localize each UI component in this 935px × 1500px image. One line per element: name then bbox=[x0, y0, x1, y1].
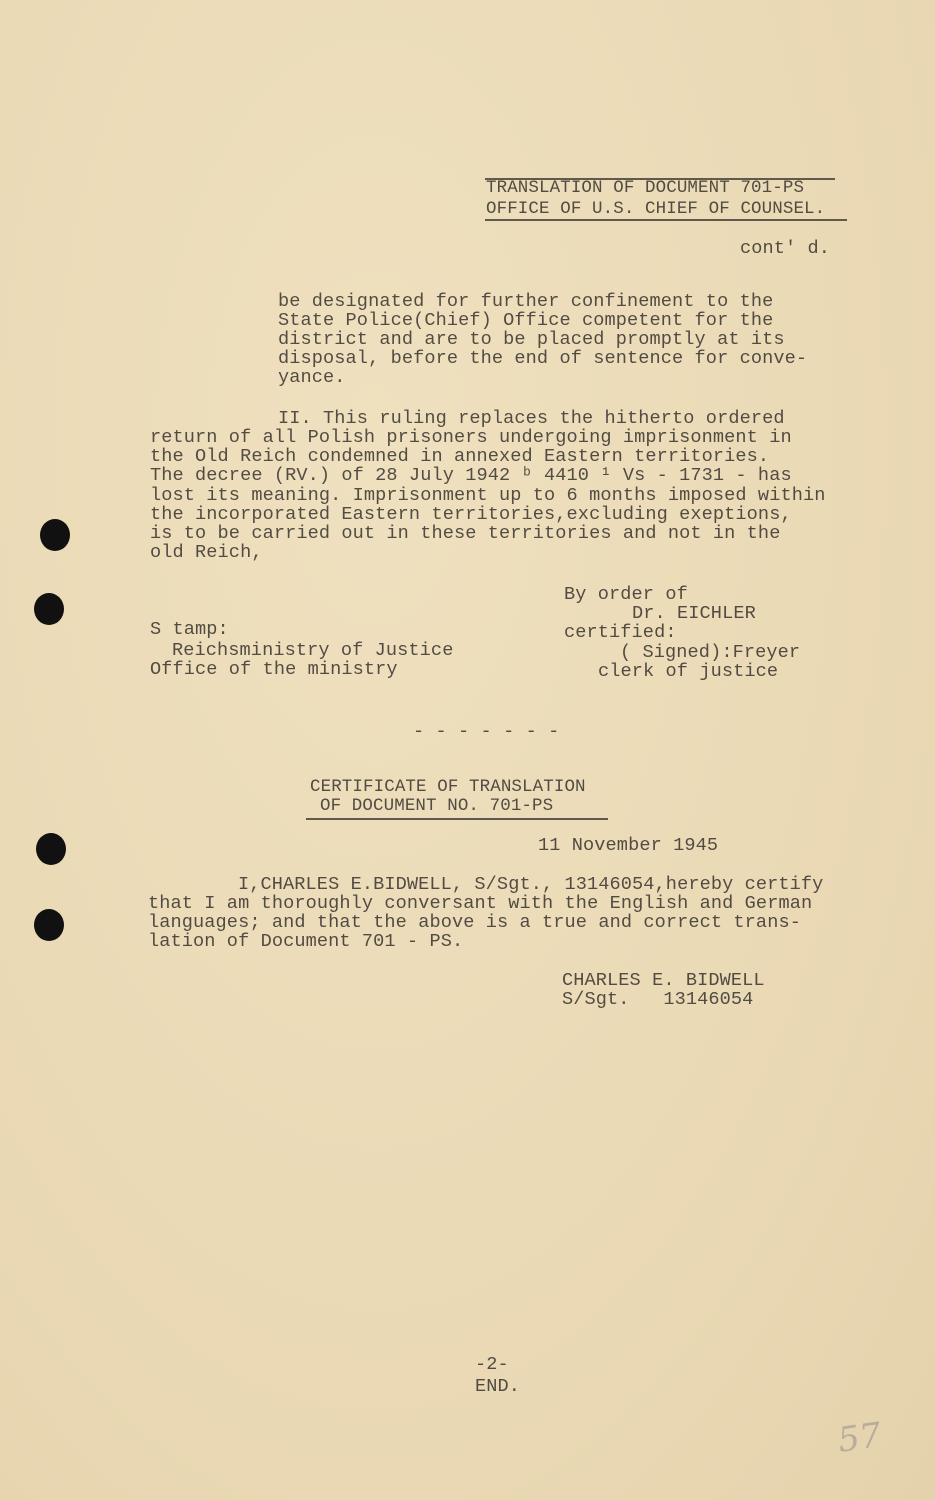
clerk-line: clerk of justice bbox=[598, 661, 779, 682]
certificate-title: CERTIFICATE OF TRANSLATION bbox=[310, 777, 586, 797]
paragraph2-line: lost its meaning. Imprisonment up to 6 months imposed within bbox=[150, 485, 826, 506]
paragraph2-line: is to be carried out in these territories and not in the bbox=[150, 523, 781, 544]
stamp-ministry: Reichsministry of Justice bbox=[172, 640, 454, 661]
paragraph1-line: yance. bbox=[278, 367, 346, 388]
signed-line: ( Signed):Freyer bbox=[620, 642, 801, 663]
certificate-body-line: languages; and that the above is a true and correct trans- bbox=[148, 912, 801, 933]
paragraph1-line: district and are to be placed promptly at its bbox=[278, 329, 785, 350]
certificate-body-line: lation of Document 701 - PS. bbox=[148, 931, 464, 952]
signature-rank: S/Sgt. 13146054 bbox=[562, 989, 754, 1010]
certificate-body-line: I,CHARLES E.BIDWELL, S/Sgt., 13146054,hereby certify bbox=[238, 874, 824, 895]
punch-hole-3 bbox=[36, 833, 66, 865]
paragraph2-line: return of all Polish prisoners undergoing imprisonment in bbox=[150, 427, 792, 448]
page-number: -2- bbox=[475, 1354, 509, 1375]
paragraph1-line: be designated for further confinement to the bbox=[278, 291, 774, 312]
header-office: OFFICE OF U.S. CHIEF OF COUNSEL. bbox=[486, 199, 826, 219]
paragraph2-line: The decree (RV.) of 28 July 1942 ᵇ 4410 ¹ Vs - 1731 - has bbox=[150, 465, 792, 486]
end-marker: END. bbox=[475, 1376, 521, 1397]
order-name: Dr. EICHLER bbox=[632, 603, 756, 624]
separator: - - - - - - - bbox=[413, 721, 560, 742]
certificate-date: 11 November 1945 bbox=[538, 835, 719, 856]
paragraph2-line: old Reich, bbox=[150, 542, 263, 563]
order-line: By order of bbox=[564, 584, 688, 605]
certificate-subtitle: OF DOCUMENT NO. 701-PS bbox=[320, 796, 554, 816]
certificate-underline bbox=[306, 818, 608, 820]
header-underline bbox=[485, 219, 847, 221]
header-title: TRANSLATION OF DOCUMENT 701-PS bbox=[486, 178, 805, 198]
paragraph2-line: the Old Reich condemned in annexed Eastern territories. bbox=[150, 446, 770, 467]
paragraph1-line: disposal, before the end of sentence for conve- bbox=[278, 348, 808, 369]
punch-hole-1 bbox=[40, 519, 70, 551]
paragraph2-line: the incorporated Eastern territories,excluding exeptions, bbox=[150, 504, 792, 525]
continued-label: cont' d. bbox=[740, 238, 831, 259]
certified-label: certified: bbox=[564, 622, 677, 643]
paragraph2-line: II. This ruling replaces the hitherto ordered bbox=[278, 408, 785, 429]
punch-hole-2 bbox=[34, 593, 64, 625]
punch-hole-4 bbox=[34, 909, 64, 941]
handwritten-number: 57 bbox=[835, 1415, 884, 1461]
certificate-body-line: that I am thoroughly conversant with the English and German bbox=[148, 893, 813, 914]
signature-name: CHARLES E. BIDWELL bbox=[562, 970, 765, 991]
paragraph1-line: State Police(Chief) Office competent for the bbox=[278, 310, 774, 331]
stamp-label: S tamp: bbox=[150, 619, 229, 640]
stamp-office: Office of the ministry bbox=[150, 659, 398, 680]
